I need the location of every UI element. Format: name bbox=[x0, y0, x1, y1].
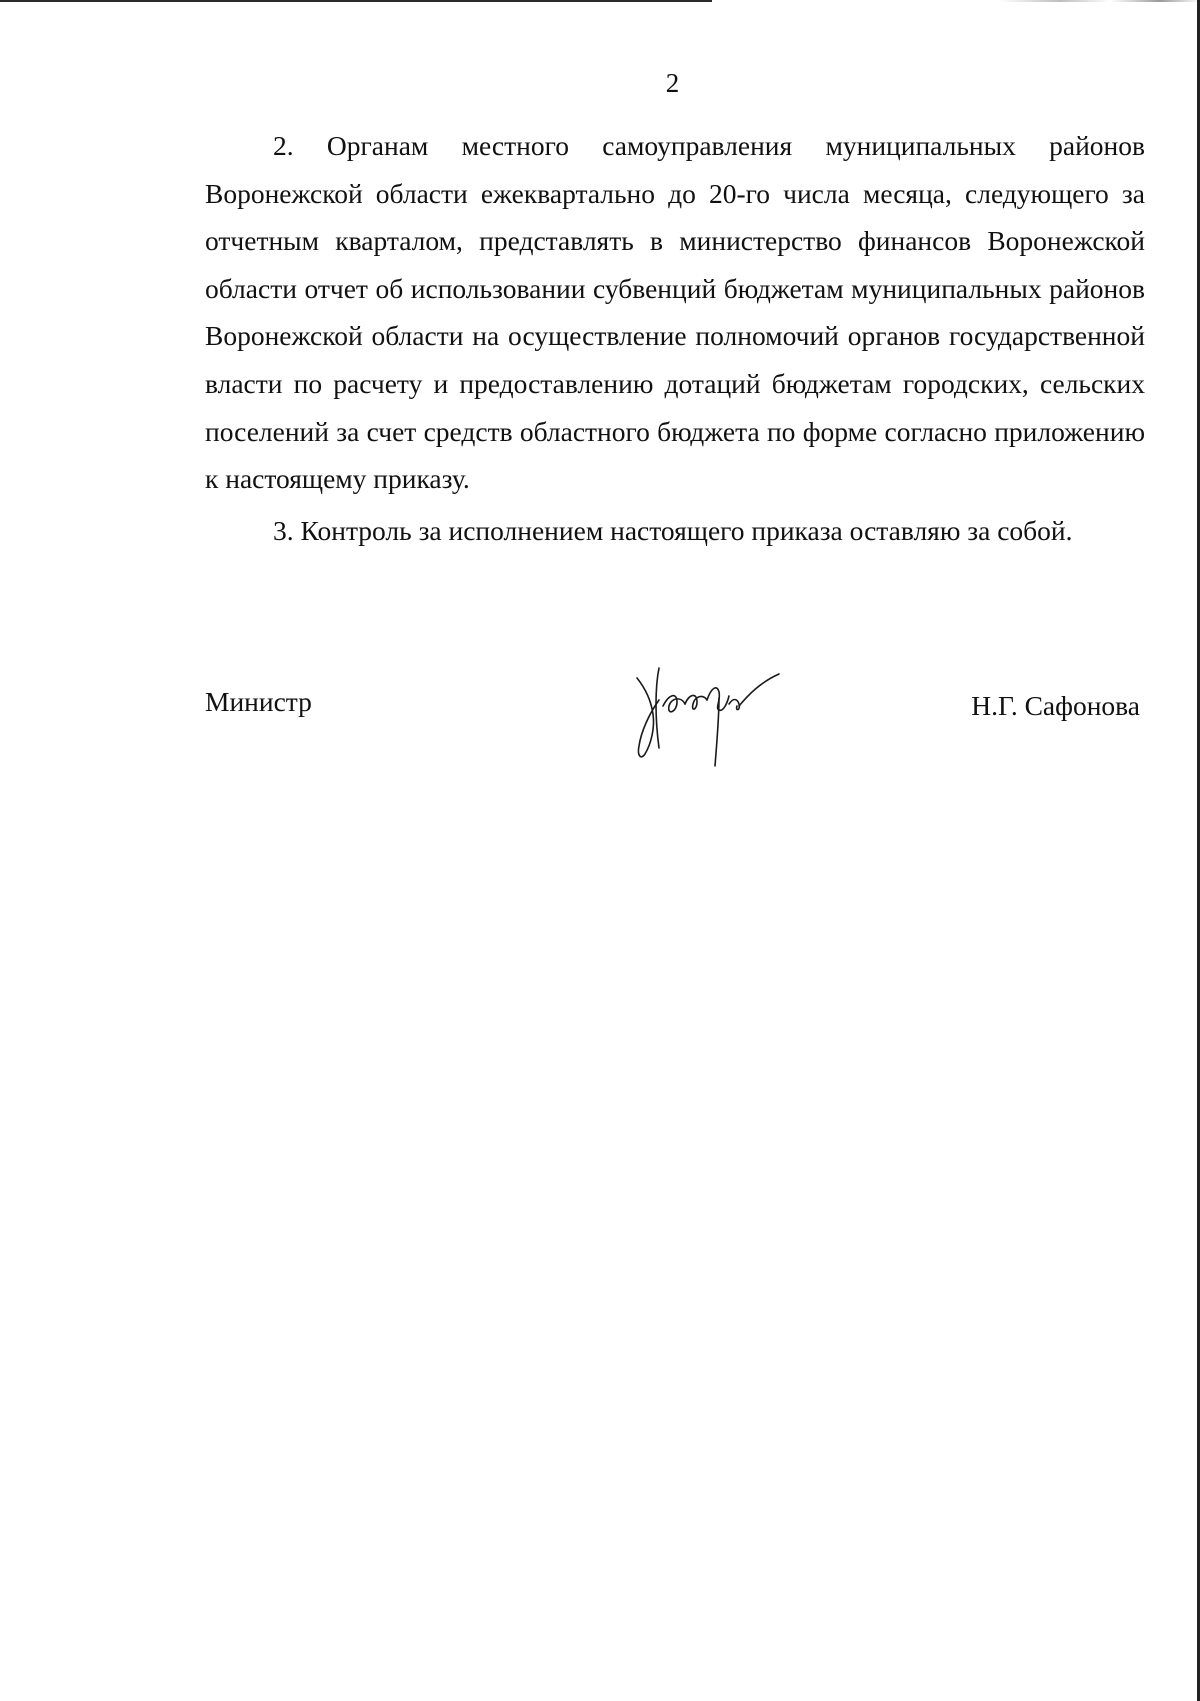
signature-block bbox=[205, 686, 1140, 766]
paragraph-2: 2. Органам местного самоуправления муниципальных районов Воронежской области ежеквартально до 20-го числа месяца, следующего за отчетным кварталом, представлять в министерство финансов Воронежской области отчет об использовании субвенций бюджетам муниципальных районов Воронежской области на осуществление полномочий органов государственной власти по расчету и предоставлению дотаций бюджетам городских, сельских поселений за счет средств областного бюджета по форме согласно приложению к настоящему приказу. bbox=[205, 130, 1145, 495]
scan-border-top bbox=[0, 0, 712, 2]
page-number: 2 bbox=[665, 68, 680, 98]
signatory-role: Министр bbox=[205, 686, 312, 717]
scan-border-top-right bbox=[1000, 0, 1200, 2]
paragraph-3: 3. Контроль за исполнением настоящего приказа оставляю за собой. bbox=[273, 514, 1073, 546]
signatory-name: Н.Г. Сафонова bbox=[971, 690, 1140, 721]
document-body bbox=[205, 122, 1145, 554]
handwritten-signature bbox=[615, 648, 785, 778]
